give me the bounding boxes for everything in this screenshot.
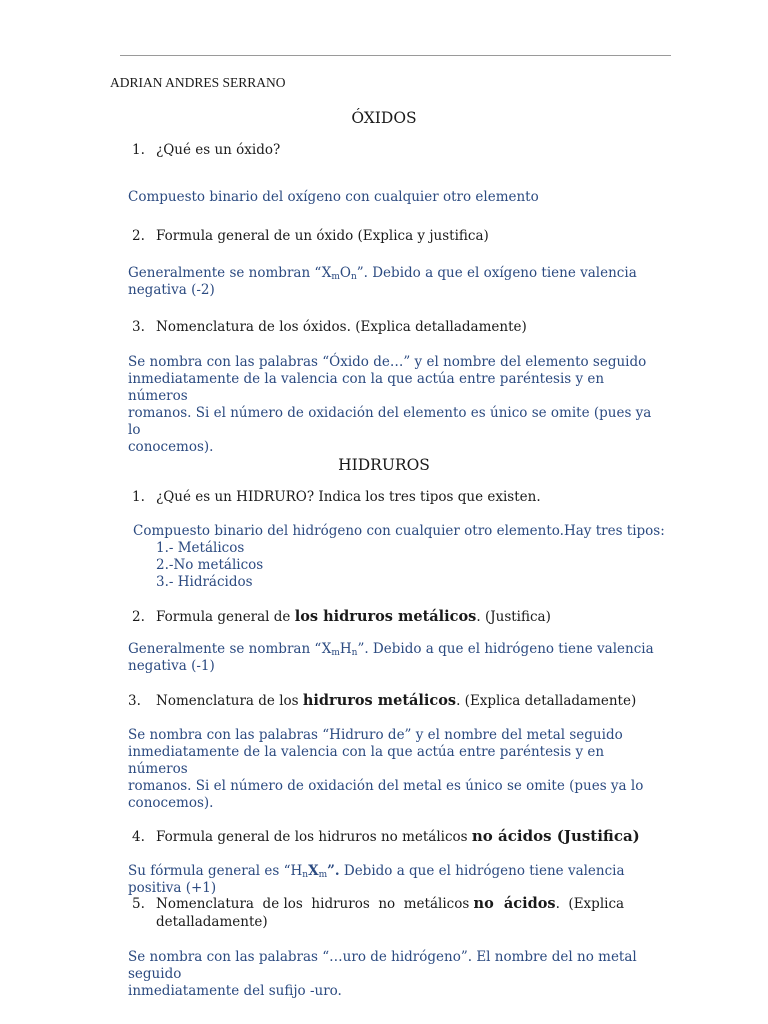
subscript: m: [318, 870, 328, 880]
answer-hidruros-4: [128, 863, 668, 897]
question-hidruros-1: [132, 489, 541, 506]
author-name: ADRIAN ANDRES SERRANO: [110, 75, 286, 90]
answer-text: Debido a que el hidrógeno tiene valencia positiva (+1): [128, 863, 625, 896]
question-text: Formula general de: [156, 609, 295, 625]
question-text: . (Justifica): [476, 609, 551, 625]
question-number: 4.: [132, 829, 145, 845]
question-text: Nomenclatura de los: [156, 693, 303, 709]
section-title-oxidos: ÓXIDOS: [351, 109, 417, 127]
question-oxidos-1: [132, 142, 280, 159]
subscript: n: [302, 870, 309, 880]
answer-line: inmediatamente del sufijo -uro.: [128, 983, 342, 999]
header-rule: [120, 55, 671, 56]
answer-text: H: [339, 641, 352, 657]
question-emphasis: hidruros metálicos: [302, 692, 457, 709]
answer-line: Se nombra con las palabras “Hidruro de” y el nombre del metal seguido: [128, 727, 623, 743]
question-hidruros-5: [132, 895, 625, 913]
answer-oxidos-1: Compuesto binario del oxígeno con cualquier otro elemento: [128, 189, 539, 205]
answer-hidruros-2: [128, 641, 668, 675]
answer-text: Su fórmula general es “H: [128, 863, 303, 879]
question-number: 1.: [132, 142, 145, 158]
question-text: Formula general de un óxido (Explica y justifica): [156, 228, 489, 244]
question-hidruros-4: [132, 828, 640, 846]
question-hidruros-5-line2: detalladamente): [156, 914, 268, 930]
answer-line: negativa (-1): [128, 658, 215, 674]
answer-line: Se nombra con las palabras “Óxido de…” y el nombre del elemento seguido: [128, 354, 647, 370]
answer-hidruros-5: [128, 949, 668, 1000]
answer-line: romanos. Si el número de oxidación del metal es único se omite (pues ya lo: [128, 778, 644, 794]
answer-line: [128, 863, 668, 897]
answer-line: inmediatamente de la valencia con la que actúa entre paréntesis y en números: [128, 744, 605, 777]
answer-line: Compuesto binario del hidrógeno con cualquier otro elemento.Hay tres tipos:: [133, 523, 665, 539]
subscript: n: [350, 272, 357, 282]
subscript: m: [331, 648, 340, 658]
answer-line: conocemos).: [128, 439, 214, 455]
question-text: . (Explica: [555, 896, 625, 912]
answer-text: ”. Debido a que el oxígeno tiene valencia: [356, 265, 637, 281]
answer-text: Generalmente se nombran “X: [128, 641, 332, 657]
question-number: 5.: [132, 896, 145, 912]
question-oxidos-3: [132, 319, 527, 336]
type-item: 2.-No metálicos: [156, 557, 264, 573]
question-number: 2.: [132, 609, 145, 625]
answer-text: ”. Debido a que el hidrógeno tiene valencia: [357, 641, 654, 657]
question-number: 3.: [132, 319, 145, 335]
question-oxidos-2: [132, 228, 489, 245]
question-number: 1.: [132, 489, 145, 505]
answer-line: [128, 641, 668, 658]
question-emphasis: no ácidos (Justifica): [471, 827, 640, 845]
answer-hidruros-1: [133, 523, 673, 591]
answer-text: ”.: [327, 863, 340, 879]
answer-text: O: [339, 265, 351, 281]
answer-hidruros-3: [128, 727, 668, 812]
answer-line: [128, 265, 668, 282]
answer-line: negativa (-2): [128, 282, 215, 298]
question-hidruros-2: [132, 608, 551, 626]
type-item: 1.- Metálicos: [156, 540, 245, 556]
answer-oxidos-2: [128, 265, 668, 299]
question-text: Nomenclatura de los hidruros no metálicos: [156, 896, 474, 912]
question-text: ¿Qué es un óxido?: [156, 142, 281, 158]
answer-line: Se nombra con las palabras “…uro de hidrógeno”. El nombre del no metal seguido: [128, 949, 637, 982]
question-text: . (Explica detalladamente): [456, 693, 637, 709]
question-text: Nomenclatura de los óxidos. (Explica detalladamente): [156, 319, 527, 335]
question-number: 2.: [132, 228, 145, 244]
section-title-hidruros: HIDRUROS: [338, 456, 430, 474]
question-emphasis: los hidruros metálicos: [294, 608, 477, 625]
answer-line: romanos. Si el número de oxidación del elemento es único se omite (pues ya lo: [128, 405, 652, 438]
question-text: ¿Qué es un HIDRURO? Indica los tres tipos que existen.: [156, 489, 541, 505]
answer-text: X: [308, 863, 319, 879]
type-item: 3.- Hidrácidos: [156, 574, 253, 590]
subscript: m: [331, 272, 340, 282]
question-number: 3.: [128, 693, 141, 709]
question-hidruros-3: [128, 692, 636, 710]
question-text: Formula general de los hidruros no metálicos: [156, 829, 472, 845]
answer-line: inmediatamente de la valencia con la que actúa entre paréntesis y en números: [128, 371, 605, 404]
answer-oxidos-3: [128, 354, 668, 456]
answer-text: Generalmente se nombran “X: [128, 265, 332, 281]
question-emphasis: no ácidos: [473, 895, 556, 912]
subscript: n: [351, 648, 358, 658]
answer-line: conocemos).: [128, 795, 214, 811]
